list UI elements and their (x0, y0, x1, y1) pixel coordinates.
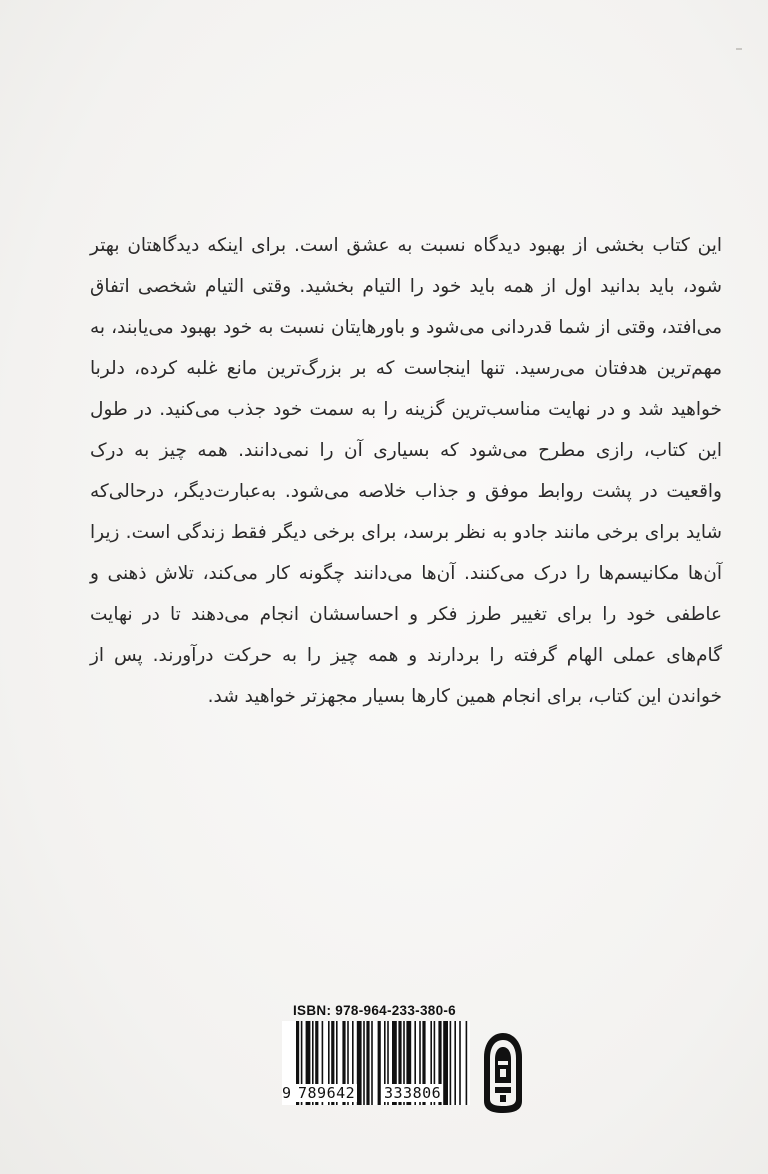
publisher-emblem-icon (480, 1031, 526, 1115)
barcode-lead-digit: 9 (282, 1084, 292, 1102)
barcode-right-group: 333806 (384, 1084, 442, 1102)
corner-mark (736, 48, 742, 50)
isbn-label: ISBN: 978-964-233-380-6 (293, 1003, 456, 1018)
back-cover-blurb: این کتاب بخشی از بهبود دیدگاه نسبت به عشق است. برای اینکه دیدگاهتان بهتر شود، باید بدانید اول از همه باید خود را التیام بخشید. وقتی التیام شخصی اتفاق می‌افتد، وقتی از شما قدردانی می‌شود و باورهایتان نسبت به خود بهبود می‌یابند، به مهم‌ترین هدفتان می‌رسید. تنها اینجاست که بر بزرگ‌ترین مانع غلبه کرده، دلربا خواهید شد و در نهایت مناسب‌ترین گزینه را به سمت خود جذب می‌کنید. در طول این کتاب، رازی مطرح می‌شود که بسیاری آن را نمی‌دانند. همه چیز به درک واقعیت در پشت روابط موفق و جذاب خلاصه می‌شود. به‌عبارت‌دیگر، درحالی‌که شاید برای برخی مانند جادو به نظر برسد، برای برخی دیگر فقط زندگی است. زیرا آن‌ها مکانیسم‌ها را درک می‌کنند. آن‌ها می‌دانند چگونه کار می‌کند، تلاش ذهنی و عاطفی خود را برای تغییر طرز فکر و احساسشان انجام می‌دهند تا در نهایت گام‌های عملی الهام گرفته را بردارند و همه چیز را به حرکت درآورند. پس از خواندن این کتاب، برای انجام همین کارها بسیار مجهزتر خواهید شد. (90, 234, 722, 707)
barcode-left-group: 789642 (298, 1084, 356, 1102)
barcode-digits (282, 1084, 470, 1106)
